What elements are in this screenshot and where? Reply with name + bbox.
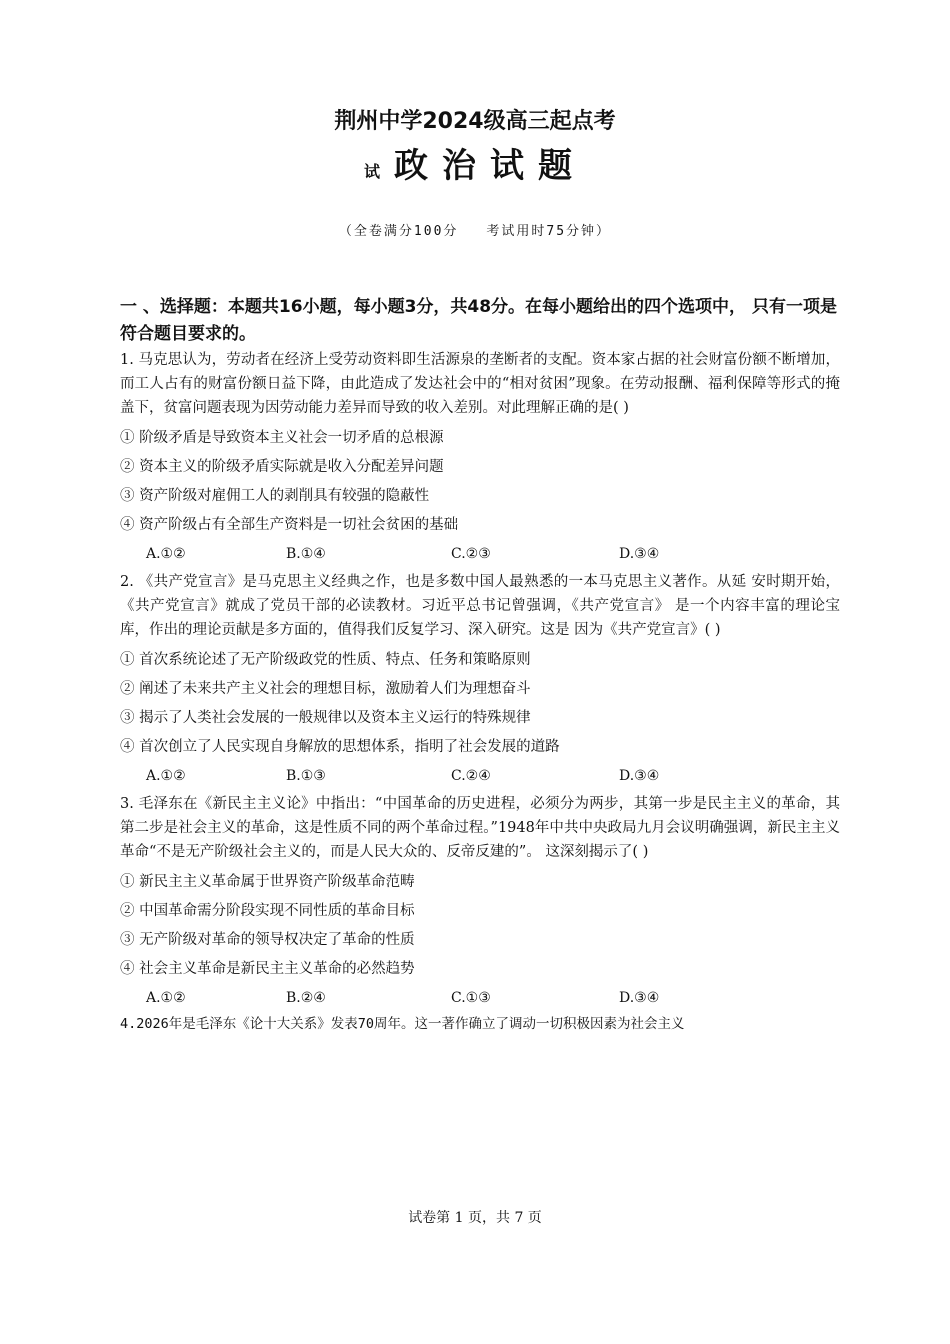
choice-a: A.①② (146, 990, 186, 1006)
statement-option: ③ 资产阶级对雇佣工人的剥削具有较强的隐蔽性 (120, 488, 430, 504)
exam-duration: 考试用时75分钟） (486, 224, 612, 239)
choice-d: D.③④ (619, 546, 660, 562)
subject-title: 政治试题 (394, 146, 586, 186)
answer-choices (120, 988, 840, 1008)
statement-option: ① 阶级矛盾是导致资本主义社会一切矛盾的总根源 (120, 430, 444, 446)
choice-b: B.①④ (286, 546, 326, 562)
choice-c: C.①③ (451, 990, 491, 1006)
choice-c: C.②③ (451, 546, 491, 562)
question-1 (120, 348, 840, 564)
choice-a: A.①② (146, 768, 186, 784)
question-list (120, 348, 840, 1043)
question-stem: 2. 《共产党宣言》是马克思主义经典之作，也是多数中国人最熟悉的一本马克思主义著作。从延 安时期开始，《共产党宣言》就成了党员干部的必读教材。习近平总书记曾强调，《共产党宣言》 是一个内容丰富的理论宝库，作出的理论贡献是多方面的，值得我们反复学习、深入研究。这是 因为《共产党宣言》( ) (120, 574, 840, 638)
answer-choices (120, 766, 840, 786)
statement-option: ① 首次系统论述了无产阶级政党的性质、特点、任务和策略原则 (120, 652, 531, 668)
question-stem: 1. 马克思认为，劳动者在经济上受劳动资料即生活源泉的垄断者的支配。资本家占据的社会财富份额不断增加，而工人占有的财富份额日益下降，由此造成了发达社会中的“相对贫困”现象。在劳动报酬、福利保障等形式的掩盖下，贫富问题表现为因劳动能力差异而导致的收入差别。对此理解正确的是( ) (120, 352, 840, 416)
page-footer: 试卷第 1 页，共 7 页 (408, 1210, 542, 1226)
choice-d: D.③④ (619, 990, 660, 1006)
statement-option: ③ 无产阶级对革命的领导权决定了革命的性质 (120, 932, 415, 948)
statement-option: ② 资本主义的阶级矛盾实际就是收入分配差异问题 (120, 459, 444, 475)
statement-option: ② 中国革命需分阶段实现不同性质的革命目标 (120, 903, 415, 919)
choice-b: B.①③ (286, 768, 326, 784)
section-heading: 一 、选择题：本题共16小题，每小题3分，共48分。在每小题给出的四个选项中， 只有一项是符合题目要求的。 (120, 297, 837, 344)
exam-title: 荆州中学2024级高三起点考 (334, 109, 616, 134)
total-score: （全卷满分100分 (338, 224, 459, 239)
title-small-char: 试 (363, 162, 380, 181)
question-4-stem: 4.2026年是毛泽东《论十大关系》发表70周年。这一著作确立了调动一切积极因素为社会主义 (120, 1016, 685, 1032)
question-3 (120, 792, 840, 1008)
exam-subtitle (0, 138, 950, 187)
choice-d: D.③④ (619, 768, 660, 784)
choice-c: C.②④ (451, 768, 491, 784)
statement-option: ① 新民主主义革命属于世界资产阶级革命范畴 (120, 874, 415, 890)
statement-option: ④ 社会主义革命是新民主主义革命的必然趋势 (120, 961, 415, 977)
answer-choices (120, 544, 840, 564)
statement-option: ④ 资产阶级占有全部生产资料是一切社会贫困的基础 (120, 517, 459, 533)
statement-option: ④ 首次创立了人民实现自身解放的思想体系，指明了社会发展的道路 (120, 739, 560, 755)
question-stem: 3. 毛泽东在《新民主主义论》中指出：“中国革命的历史进程，必须分为两步，其第一步是民主主义的革命，其第二步是社会主义的革命，这是性质不同的两个革命过程。”1948年中共中央政局九月会议明确强调，新民主主义革命“不是无产阶级社会主义的，而是人民大众的、反帝反建的”。 这深刻揭示了( ) (120, 796, 840, 860)
choice-a: A.①② (146, 546, 186, 562)
choice-b: B.②④ (286, 990, 326, 1006)
statement-option: ② 阐述了未来共产主义社会的理想目标，激励着人们为理想奋斗 (120, 681, 531, 697)
exam-meta (0, 220, 950, 239)
statement-option: ③ 揭示了人类社会发展的一般规律以及资本主义运行的特殊规律 (120, 710, 531, 726)
question-2 (120, 570, 840, 786)
